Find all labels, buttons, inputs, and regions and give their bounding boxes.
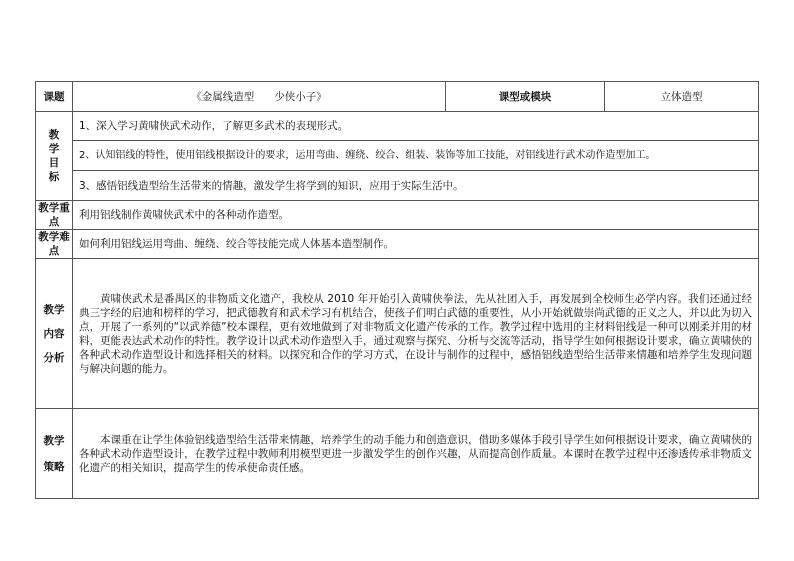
key-point-row [36,201,759,230]
goals-label: 教 学 目 标 [36,112,73,201]
key-point-text: 利用铝线制作黄啸侠武术中的各种动作造型。 [73,201,759,230]
strategy-label: 教学 策略 [36,409,73,499]
strategy-text: 本课重在让学生体验铝线造型给生活带来情趣，培养学生的动手能力和创造意识，借助多媒体手段引导学生如何根据设计要求，确立黄啸侠的各种武术动作造型设计，在教学过程中教师利用模型更进一步激发学生的创作兴趣，从而提高创作质量。本课时在教学过程中还渗透传承非物质文化遗产的相关知识，提高学生的传承使命责任感。 [73,409,759,499]
type-value: 立体造型 [605,82,759,112]
key-point-label: 教学重点 [36,201,73,230]
analysis-label: 教学 内容 分析 [36,259,73,409]
goal-row [36,112,759,141]
goal-row [36,171,759,201]
goal-item-1: 1、深入学习黄啸侠武术动作，了解更多武术的表现形式。 [73,112,759,141]
goal-item-3: 3、感悟铝线造型给生活带来的情趣，激发学生将学到的知识，应用于实际生活中。 [73,171,759,201]
goal-row [36,141,759,171]
analysis-text: 黄啸侠武术是番禺区的非物质文化遗产，我校从 2010 年开始引入黄啸侠拳法，先从社团入手，再发展到全校师生必学内容。我们还通过经典三字经的启迪和榜样的学习，把武德教育和武术学习有机结合，使孩子们明白武德的重要性，从小开始就做崇尚武德的正义之人，并以此为切入点，开展了一系列的“以武养德”校本课程，更有效地做到了对非物质文化遗产传承的工作。教学过程中选用的主材料铝线是一种可以刚柔并用的材料，更能表达武术动作的特性。教学设计以武术动作造型入手，通过观察与探究、分析与交流等活动，指导学生如何根据设计要求，确立黄啸侠的各种武术动作造型设计和选择相关的材料。以探究和合作的学习方式，在设计与制作的过程中，感悟铝线造型给生活带来情趣和培养学生发现问题与解决问题的能力。 [73,259,759,409]
topic-row [36,82,759,112]
topic-value: 《金属线造型 少侠小子》 [73,82,446,112]
strategy-row [36,409,759,499]
difficulty-label: 教学难点 [36,230,73,259]
type-label: 课型或模块 [446,82,605,112]
lesson-plan-table [35,81,759,499]
difficulty-row [36,230,759,259]
analysis-row [36,259,759,409]
topic-label: 课题 [36,82,73,112]
goal-item-2: 2、认知铝线的特性，使用铝线根据设计的要求，运用弯曲、缠绕、绞合、组装、装饰等加工技能，对铝线进行武术动作造型加工。 [73,141,759,171]
difficulty-text: 如何利用铝线运用弯曲、缠绕、绞合等技能完成人体基本造型制作。 [73,230,759,259]
